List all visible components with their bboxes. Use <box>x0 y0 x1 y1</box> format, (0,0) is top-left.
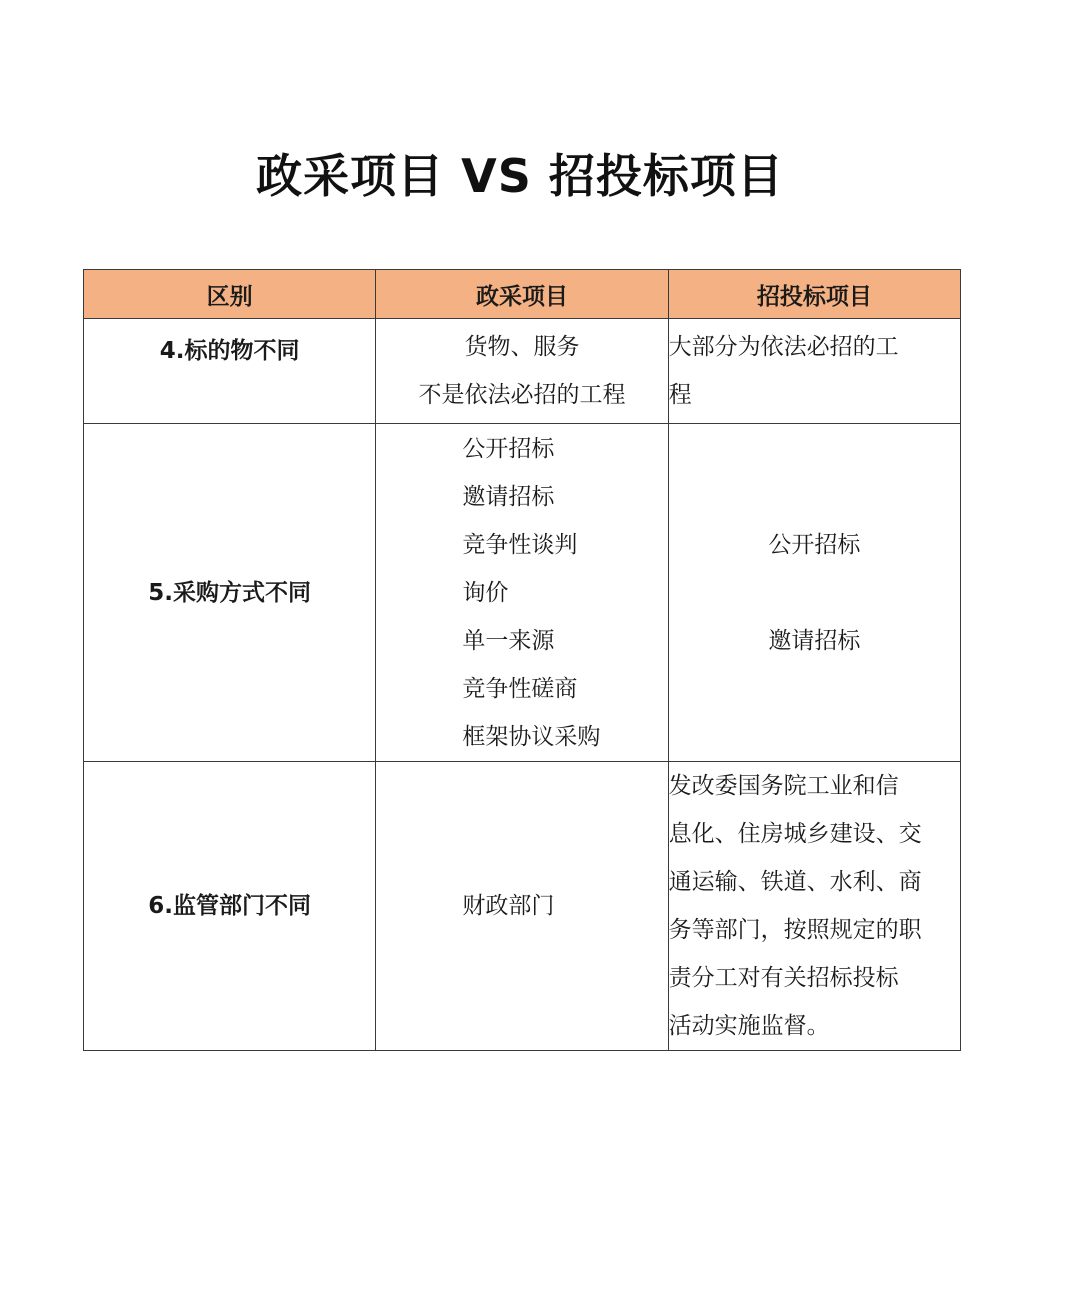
cell-line: 息化、住房城乡建设、交 <box>668 821 922 847</box>
table-row <box>84 762 961 1051</box>
bid-cell <box>668 424 960 762</box>
cell-line: 发改委国务院工业和信 <box>668 773 899 799</box>
method-list <box>376 425 667 761</box>
comparison-table <box>83 269 961 1051</box>
cell-line: 通运输、铁道、水利、商 <box>668 869 922 895</box>
row-category <box>84 424 376 762</box>
cell-line: 货物、服务 <box>464 334 580 360</box>
page-title: 政采项目 VS 招投标项目 <box>256 149 784 203</box>
table-row <box>84 424 961 762</box>
gov-cell <box>376 424 668 762</box>
list-item: 竞争性磋商 <box>462 675 578 702</box>
bid-cell <box>668 762 960 1051</box>
list-item: 邀请招标 <box>462 483 555 510</box>
table-header-row <box>84 270 961 319</box>
gov-cell <box>376 762 668 1051</box>
gov-cell <box>376 319 668 424</box>
table-row <box>84 319 961 424</box>
cell-line: 财政部门 <box>462 893 555 919</box>
cell-line: 程 <box>668 382 692 408</box>
cell-line: 务等部门，按照规定的职 <box>668 917 922 943</box>
category-label: 6.监管部门不同 <box>148 893 312 919</box>
row-category <box>84 762 376 1051</box>
cell-line: 大部分为依法必招的工 <box>668 334 899 360</box>
cell-line: 活动实施监督。 <box>668 1013 830 1039</box>
list-item: 邀请招标 <box>768 627 861 654</box>
header-bidding: 招投标项目 <box>668 270 960 319</box>
list-item: 竞争性谈判 <box>462 531 578 558</box>
bid-cell <box>668 319 960 424</box>
spacer <box>669 569 960 617</box>
row-category <box>84 319 376 424</box>
cell-line: 责分工对有关招标投标 <box>668 965 899 991</box>
header-difference: 区别 <box>84 270 376 319</box>
category-label: 5.采购方式不同 <box>148 579 312 606</box>
header-gov-procurement: 政采项目 <box>376 270 668 319</box>
cell-line: 不是依法必招的工程 <box>418 382 626 408</box>
list-item: 询价 <box>462 579 509 606</box>
cell-text <box>376 882 667 930</box>
category-label: 4.标的物不同 <box>159 338 300 364</box>
list-item: 单一来源 <box>462 627 555 654</box>
list-item: 框架协议采购 <box>462 723 601 750</box>
list-item: 公开招标 <box>768 531 861 558</box>
list-item: 公开招标 <box>462 435 555 462</box>
